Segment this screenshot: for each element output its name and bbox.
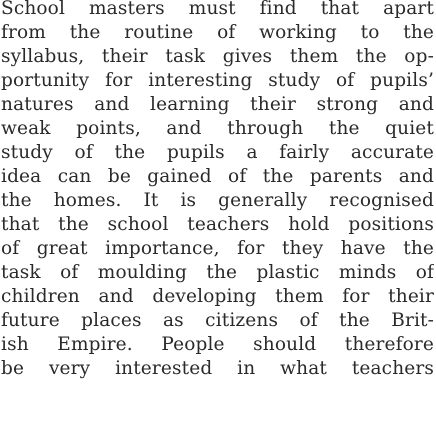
text-line: study of the pupils a fairly accurate — [1, 142, 434, 163]
text-line: natures and learning their strong and — [1, 94, 434, 115]
text-line: idea can be gained of the parents and — [1, 166, 434, 187]
text-line: weak points, and through the quiet — [1, 118, 434, 139]
text-line: children and developing them for their — [1, 286, 434, 307]
text-line: of great importance, for they have the — [1, 238, 434, 259]
text-line: task of moulding the plastic minds of — [1, 262, 434, 283]
text-line: portunity for interesting study of pupils’ — [1, 70, 434, 91]
text-line: School masters must find that apart — [1, 0, 434, 19]
text-line: future places as citizens of the Brit- — [1, 310, 434, 331]
text-line: syllabus, their task gives them the op- — [1, 46, 434, 67]
text-line: ish Empire. People should therefore — [1, 334, 434, 355]
text-line: that the school teachers hold positions — [1, 214, 434, 235]
text-line: the homes. It is generally recognised — [1, 190, 434, 211]
text-line: be very interested in what teachers — [1, 358, 434, 379]
text-line: from the routine of working to the — [1, 22, 434, 43]
